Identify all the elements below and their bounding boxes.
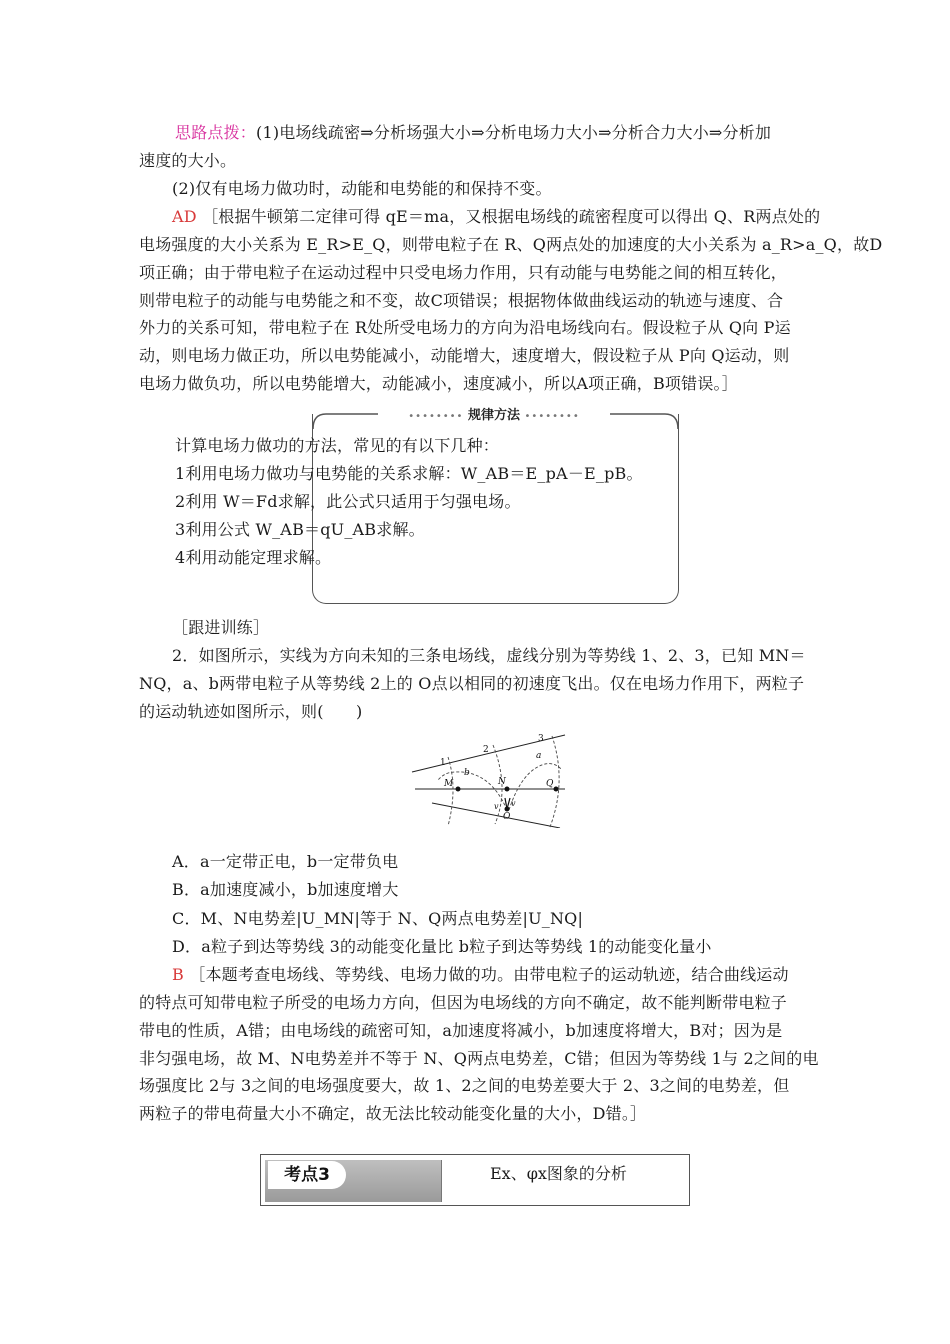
answer2-line-6: 两粒子的带电荷量大小不确定，故无法比较动能变化量的大小，D错。］	[139, 1104, 647, 1123]
point-q	[554, 787, 559, 792]
label-v-left: v	[494, 802, 499, 811]
option-d: D．a粒子到达等势线 3的动能变化量比 b粒子到达等势线 1的动能变化量小	[172, 937, 712, 956]
label-equipotential-1: 1	[440, 758, 446, 768]
question-line-2: NQ，a、b两带电粒子从等势线 2上的 O点以相同的初速度飞出。仅在电场力作用下，两粒子	[139, 674, 805, 693]
rule-title-dots-left: ••••••••	[408, 411, 464, 422]
hint-text-1: (1)电场线疏密⇒分析场强大小⇒分析电场力大小⇒分析合力大小⇒分析加	[256, 123, 772, 142]
question-line-1: 2．如图所示，实线为方向未知的三条电场线，虚线分别为等势线 1、2、3，已知 MN＝	[172, 646, 806, 665]
rule-intro: 计算电场力做功的方法，常见的有以下几种：	[175, 436, 500, 455]
answer2-line-4: 非匀强电场，故 M、N电势差并不等于 N、Q两点电势差，C错；但因为等势线 1与 2之间的电	[139, 1049, 819, 1068]
label-v-right: v	[511, 799, 516, 808]
answer1-line-3: 项正确；由于带电粒子在运动过程中只受电场力作用，只有动能与电势能之间的相互转化，	[139, 263, 788, 282]
section-label: 考点3	[268, 1161, 346, 1189]
label-equipotential-2: 2	[483, 745, 489, 755]
point-n	[505, 787, 510, 792]
rule-title-text: 规律方法	[467, 408, 520, 423]
answer1-line-4: 则带电粒子的动能与电势能之和不变，故C项错误；根据物体做曲线运动的轨迹与速度、合	[139, 291, 784, 310]
answer2-line-1	[172, 962, 852, 988]
label-o: O	[503, 812, 511, 822]
answer2-line-3: 带电的性质，A错；由电场线的疏密可知，a加速度将减小，b加速度将增大，B对；因为是	[139, 1021, 783, 1040]
option-a: A．a一定带正电，b一定带负电	[172, 852, 399, 871]
field-line-figure	[410, 728, 575, 828]
label-n: N	[498, 777, 506, 787]
hint-line-2: 速度的大小。	[139, 151, 237, 170]
answer1-line-5: 外力的关系可知，带电粒子在 R处所受电场力的方向为沿电场线向右。假设粒子从 Q向 P运	[139, 318, 791, 337]
hint-label: 思路点拨：	[175, 123, 257, 142]
trajectory-a	[509, 764, 562, 810]
answer2-text-1: ［本题考查电场线、等势线、电场力做的功。由带电粒子的运动轨迹，结合曲线运动	[189, 965, 789, 984]
rule-title-dots-right: ••••••••	[524, 411, 580, 422]
option-b: B．a加速度减小，b加速度增大	[172, 880, 399, 899]
question-line-3: 的运动轨迹如图所示，则( )	[139, 702, 363, 721]
answer1-line-7: 电场力做负功，所以电势能增大，动能减小，速度减小，所以A项正确，B项错误。］	[139, 374, 738, 393]
section-title: Ex、φx图象的分析	[490, 1164, 627, 1183]
option-c: C．M、N电势差|U_MN|等于 N、Q两点电势差|U_NQ|	[172, 909, 584, 928]
hint-line-1	[139, 120, 819, 146]
answer2-letter: B	[172, 965, 184, 984]
answer1-line-1	[172, 204, 852, 230]
answer1-text-1: ［根据牛顿第二定律可得 qE＝ma，又根据电场线的疏密程度可以得出 Q、R两点处的	[202, 207, 821, 226]
label-b: b	[464, 768, 470, 778]
label-equipotential-3: 3	[538, 734, 544, 744]
answer1-line-2: 电场强度的大小关系为 E_R>E_Q，则带电粒子在 R、Q两点处的加速度的大小关系为 a_R>a_Q，故D	[139, 235, 883, 254]
rule-item-1: 1利用电场力做功与电势能的关系求解：W_AB＝E_pA－E_pB。	[175, 464, 643, 483]
rule-item-4: 4利用动能定理求解。	[175, 548, 332, 567]
rule-item-2: 2利用 W＝Fd求解，此公式只适用于匀强电场。	[175, 492, 521, 511]
practice-header: ［跟进训练］	[172, 618, 270, 637]
answer2-line-5: 场强度比 2与 3之间的电场强度要大，故 1、2之间的电势差要大于 2、3之间的电势差，但	[139, 1076, 790, 1095]
answer1-line-6: 动，则电场力做正功，所以电势能减小，动能增大，速度增大，假设粒子从 P向 Q运动，则	[139, 346, 790, 365]
rule-title	[378, 404, 610, 424]
hint-line-3: (2)仅有电场力做功时，动能和电势能的和保持不变。	[172, 179, 552, 198]
point-m	[456, 787, 461, 792]
label-q: Q	[546, 779, 554, 789]
answer1-letter: AD	[172, 207, 197, 226]
answer2-line-2: 的特点可知带电粒子所受的电场力方向，但因为电场线的方向不确定，故不能判断带电粒子	[139, 993, 788, 1012]
rule-item-3: 3利用公式 W_AB＝qU_AB求解。	[175, 520, 425, 539]
equipotential-line-1	[448, 757, 453, 826]
label-m: M	[444, 779, 454, 789]
label-a: a	[536, 751, 542, 761]
